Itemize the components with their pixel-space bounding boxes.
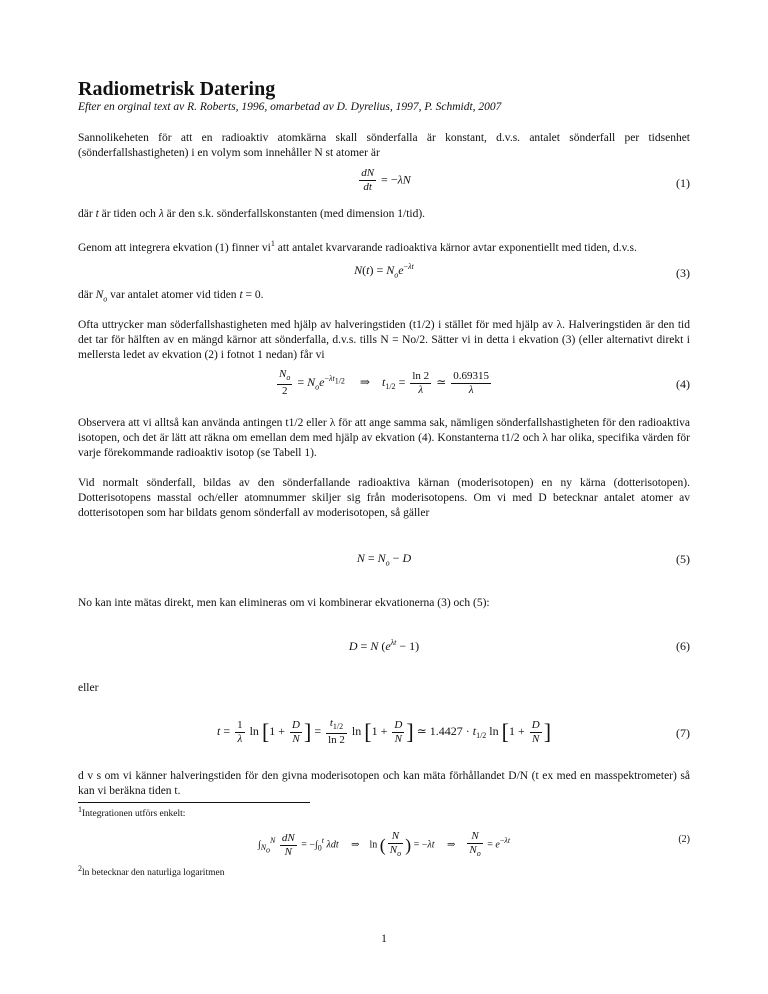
footnote-1: $^1$Integrationen utförs enkelt: [78,805,186,820]
paragraph-intro: Sannolikeheten för att en radioaktiv atomkärna skall sönderfalla är konstant, d.v.s. antalet sönderfall per tidsenhet (sönderfallshastigheten) i en volym som innehåller N st atomer är [78,132,690,159]
equation-6-number: (6) [676,639,690,653]
equation-6: D = N $(e^{\lambda t} - 1)$ (6) [348,638,690,653]
paragraph-observation: Observera att vi alltså kan använda antingen t1/2 eller λ för att ange samma sak, nämligen sönderfallshastigheten för den radioaktiva isotopen, och det är lätt att räkna om emellan dem med hjälp av ekvation (4). Konstanterna t1/2 och λ har olika, specifika värden för varje förekommande radioaktiv isotop (se Tabell 1). [78,417,690,459]
equation-5-number: (5) [676,552,690,566]
paragraph-conclusion: d v s om vi känner halveringstiden för den givna moderisotopen och kan mäta förhållandet D/N (t ex med en masspektrometer) så kan vi beräkna tiden t. [78,770,690,797]
equation-4: $\frac{N_o}{2}$ = $N_oe^{-\lambda t_{1/2}}$ ⇒ $t_{1/2}$ = $\frac{\ln 2}{\lambda}$ ≃ $\frac{0.69315}{\lambda}$ (4) [279,368,690,398]
equation-4-number: (4) [676,377,690,391]
equation-1-number: (1) [676,176,690,190]
paragraph-integration: Genom att integrera ekvation (1) finner $vi^1$ att antalet kvarvarande radioaktiva kärnor avtar exponentiellt med tiden, d.v.s. [78,239,637,254]
equation-3-number: (3) [676,266,690,280]
footnote-equation-2-number: (2) [678,834,690,845]
paragraph-daughter: Vid normalt sönderfall, bildas av den sönderfallande radioaktiva kärnan (moderisotopen) en ny kärna (dotterisotopen). Dotterisotopens masstal och/eller atomnummer skiljer sig från moderisotopens. Om vi med D betecknar antalet atomer av dotterisotopen som har bildats genom sönderfall av moderisotopen, så gäller [78,477,690,519]
paragraph-definitions: där t är tiden och λ är den s.k. sönderfallskonstanten (med dimension 1/tid). [78,208,426,220]
document-title: Radiometrisk Datering [78,78,276,100]
paragraph-or: eller [78,682,99,694]
equation-5: $N = N_o - D$ (5) [356,551,690,568]
equation-1: $\frac{dN}{dt}$ = −λN (1) [361,167,690,193]
footnote-divider [78,802,310,803]
equation-7-number: (7) [676,726,690,740]
paragraph-n0: där $N_o$ var antalet atomer vid tiden t = 0. [78,289,264,304]
equation-7: t = $\frac{1}{\lambda}$ ln [1 + $\frac{D}{N}$ ] = $\frac{t_{1/2}}{\ln 2}$ ln [1 + $\frac{D}{N}$ ] ≃ $1.4427 \cdot t_{1/2}$ ln [1 + $\frac{D}{N}$ ] (7) [216,717,690,747]
paragraph-halflife: Ofta uttrycker man söderfallshastigheten med hjälp av halveringstiden (t1/2) i stället för med hjälp av λ. Halveringstiden är den tid det tar för hälften av en mängd kärnor att sönderfalla, d.v.s. tills N = No/2. Sätter vi in detta i ekvation (3) (eller alternativt direkt i mellersta ledet av ekvation (2) i fotnot 1 nedan) får vi [78,319,690,361]
equation-3: $N(t) = N_oe^{-\lambda t}$ (3) [354,262,690,280]
footnote-2: $^2$ln betecknar den naturliga logaritmen [78,864,225,879]
footnote-equation-2: $\int_{N_o}^N$ $\frac{dN}{N}$ = $-\int_0^t$ λdt ⇒ ln ( $\frac{N}{N_o}$ ) = −λt ⇒ $\frac{N}{N_o}$ = $e^{-\lambda t}$ (2) [257,830,690,859]
page-number: 1 [381,933,387,945]
paragraph-eliminate: No kan inte mätas direkt, men kan elimineras om vi kombinerar ekvationerna (3) och (5): [78,597,490,609]
document-subtitle: Efter en orginal text av R. Roberts, 1996, omarbetad av D. Dyrelius, 1997, P. Schmidt, 2007 [78,101,502,113]
